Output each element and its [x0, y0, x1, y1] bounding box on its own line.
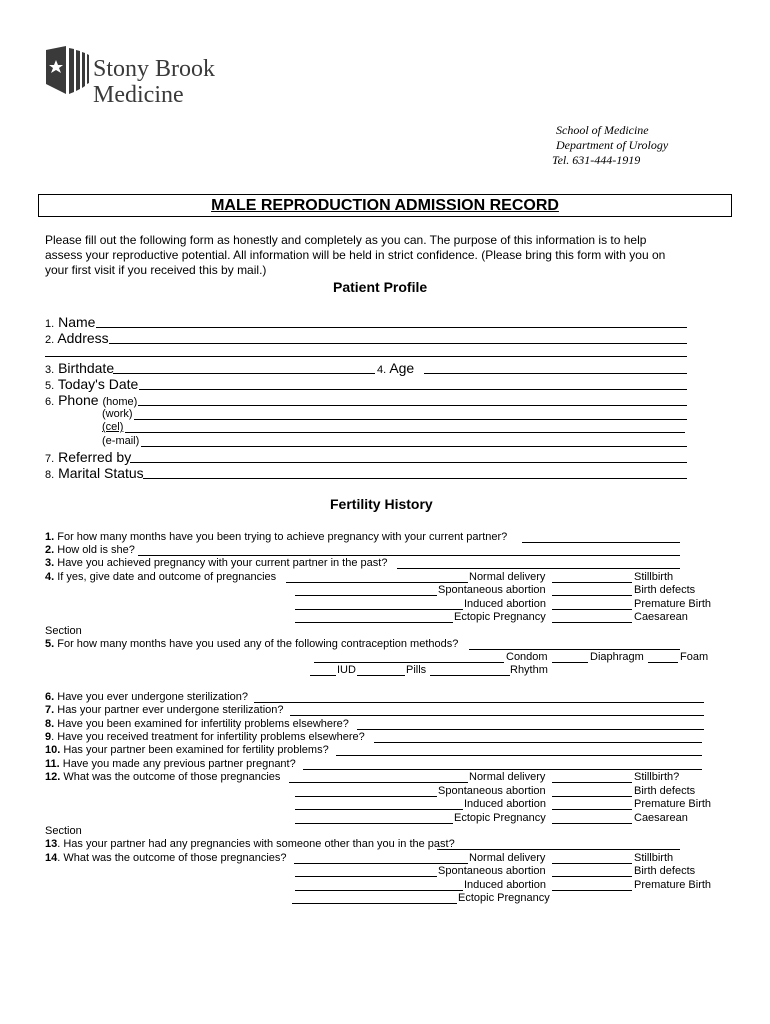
fh-q14-label: 14. What was the outcome of those pregnancies?: [45, 852, 287, 864]
fh-q3-label: 3. Have you achieved pregnancy with your current partner in the past?: [45, 557, 388, 569]
o2-ectopic-label: Ectopic Pregnancy: [454, 812, 546, 824]
o1-induced-field[interactable]: [295, 609, 463, 610]
title-box: [38, 194, 732, 217]
o2-spontaneous-field[interactable]: [295, 796, 437, 797]
fh-q9-field[interactable]: [374, 742, 702, 743]
phone-home-field[interactable]: [138, 405, 687, 406]
fh-q7-label: 7. Has your partner ever undergone sterilization?: [45, 704, 284, 716]
fh-q9-label: 9. Have you received treatment for infertility problems elsewhere?: [45, 731, 365, 743]
rhythm-field[interactable]: [430, 675, 510, 676]
o1-spontaneous-label: Spontaneous abortion: [438, 584, 546, 596]
email-field[interactable]: [141, 446, 687, 447]
o2-birth-defects-field[interactable]: [552, 796, 632, 797]
o1-premature-label: Premature Birth: [634, 598, 712, 610]
iud-label: IUD: [337, 664, 356, 676]
fh-q1-label: 1. For how many months have you been trying to achieve pregnancy with your current partner?: [45, 531, 508, 543]
pp-q5-label: 5. Today's Date: [45, 376, 139, 392]
o3-birth-defects-field[interactable]: [552, 876, 632, 877]
fertility-history-heading: Fertility History: [330, 496, 433, 512]
o2-ectopic-field[interactable]: [295, 823, 453, 824]
diaphragm-label: Diaphragm: [590, 651, 644, 663]
o3-induced-label: Induced abortion: [464, 879, 546, 891]
birthdate-field[interactable]: [113, 373, 375, 374]
o3-stillbirth-label: Stillbirth: [634, 852, 674, 864]
iud-field[interactable]: [310, 675, 336, 676]
fh-q6-label: 6. Have you ever undergone sterilization?: [45, 691, 249, 703]
pills-label: Pills: [406, 664, 427, 676]
o1-stillbirth-label: Stillbirth: [634, 571, 674, 583]
fh-q10-field[interactable]: [336, 755, 702, 756]
o2-stillbirth-label: Stillbirth?: [634, 771, 680, 783]
phone-work-field[interactable]: [134, 419, 687, 420]
o3-induced-field[interactable]: [295, 890, 463, 891]
fh-q6-field[interactable]: [254, 702, 704, 703]
o3-stillbirth-field[interactable]: [552, 863, 632, 864]
foam-label: Foam: [680, 651, 709, 663]
o1-ectopic-field[interactable]: [295, 622, 453, 623]
o3-premature-field[interactable]: [552, 890, 632, 891]
o3-spontaneous-field[interactable]: [295, 876, 437, 877]
rhythm-label: Rhythm: [510, 664, 548, 676]
o1-induced-label: Induced abortion: [464, 598, 546, 610]
fh-q8-label: 8. Have you been examined for infertility problems elsewhere?: [45, 718, 349, 730]
foam-field[interactable]: [648, 662, 678, 663]
phone-cel-field[interactable]: [125, 432, 685, 433]
o2-induced-label: Induced abortion: [464, 798, 546, 810]
o1-normal-field[interactable]: [286, 582, 468, 583]
o2-birth-defects-label: Birth defects: [634, 785, 696, 797]
pills-field[interactable]: [357, 675, 405, 676]
intro-line2: assess your reproductive potential. All information will be held in strict confidence. (Please bring this form with you on: [45, 248, 666, 262]
pp-q6-label: 6. Phone (home): [45, 392, 138, 408]
phone-cel-label: (cel): [102, 421, 124, 433]
fh-q2-label: 2. How old is she?: [45, 544, 135, 556]
o2-stillbirth-field[interactable]: [552, 782, 632, 783]
department-name: Department of Urology: [556, 138, 669, 152]
address-field-line2[interactable]: [45, 356, 687, 357]
o2-premature-field[interactable]: [552, 809, 632, 810]
o1-caesarean-label: Caesarean: [634, 611, 688, 623]
diaphragm-field[interactable]: [552, 662, 588, 663]
fh-q12-label: 12. What was the outcome of those pregnancies: [45, 771, 281, 783]
fh-q5-field[interactable]: [469, 649, 680, 650]
o1-birth-defects-field[interactable]: [552, 595, 632, 596]
fh-q1-field[interactable]: [522, 542, 680, 543]
o2-normal-field[interactable]: [289, 782, 468, 783]
intro-line1: Please fill out the following form as honestly and completely as you can. The purpose of this information is to help: [45, 233, 647, 247]
address-field[interactable]: [109, 343, 687, 344]
patient-profile-heading: Patient Profile: [333, 279, 428, 295]
o3-ectopic-label: Ectopic Pregnancy: [458, 892, 550, 904]
fh-q2-field[interactable]: [138, 555, 680, 556]
o1-birth-defects-label: Birth defects: [634, 584, 696, 596]
pp-q3-label: 3. Birthdate: [45, 360, 115, 376]
o1-stillbirth-field[interactable]: [552, 582, 632, 583]
o2-caesarean-label: Caesarean: [634, 812, 688, 824]
o2-normal-label: Normal delivery: [469, 771, 546, 783]
o3-birth-defects-label: Birth defects: [634, 865, 696, 877]
o1-premature-field[interactable]: [552, 609, 632, 610]
pp-q1-label: 1. Name: [45, 314, 96, 330]
intro-line3: your first visit if you received this by mail.): [45, 263, 267, 277]
todays-date-field[interactable]: [139, 389, 687, 390]
section-label-a: Section: [45, 625, 82, 637]
o1-spontaneous-field[interactable]: [295, 595, 437, 596]
o2-spontaneous-label: Spontaneous abortion: [438, 785, 546, 797]
brand-name-line1: Stony Brook: [93, 56, 216, 82]
stony-brook-logo-icon: [44, 46, 90, 96]
email-label: (e-mail): [102, 435, 140, 447]
o1-caesarean-field[interactable]: [552, 622, 632, 623]
fh-q5-label: 5. For how many months have you used any of the following contraception methods?: [45, 638, 459, 650]
o3-premature-label: Premature Birth: [634, 879, 712, 891]
name-field[interactable]: [96, 327, 687, 328]
telephone: Tel. 631-444-1919: [552, 153, 641, 167]
fh-q8-field[interactable]: [357, 729, 704, 730]
fh-q13-field[interactable]: [437, 849, 680, 850]
fh-q4-label: 4. If yes, give date and outcome of pregnancies: [45, 571, 277, 583]
fh-q3-field[interactable]: [397, 568, 680, 569]
condom-label: Condom: [506, 651, 548, 663]
o3-ectopic-field[interactable]: [292, 903, 457, 904]
page-title: MALE REPRODUCTION ADMISSION RECORD: [211, 197, 559, 214]
referred-by-field[interactable]: [130, 462, 687, 463]
condom-field[interactable]: [314, 662, 504, 663]
o2-induced-field[interactable]: [295, 809, 463, 810]
pp-q2-label: 2. Address: [45, 330, 109, 346]
school-name: School of Medicine: [556, 123, 649, 137]
pp-q8-label: 8. Marital Status: [45, 465, 144, 481]
fh-q7-field[interactable]: [290, 715, 704, 716]
section-label-b: Section: [45, 825, 82, 837]
o1-normal-label: Normal delivery: [469, 571, 546, 583]
fh-q11-label: 11. Have you made any previous partner pregnant?: [45, 758, 296, 770]
pp-q7-label: 7. Referred by: [45, 449, 132, 465]
age-field[interactable]: [424, 373, 687, 374]
o2-premature-label: Premature Birth: [634, 798, 712, 810]
o3-normal-field[interactable]: [294, 863, 468, 864]
fh-q11-field[interactable]: [303, 769, 702, 770]
phone-work-label: (work): [102, 408, 133, 420]
o2-caesarean-field[interactable]: [552, 823, 632, 824]
pp-q4-label: 4. Age: [377, 360, 415, 376]
o1-ectopic-label: Ectopic Pregnancy: [454, 611, 546, 623]
fh-q10-label: 10. Has your partner been examined for fertility problems?: [45, 744, 329, 756]
fh-q13-label: 13. Has your partner had any pregnancies with someone other than you in the past?: [45, 838, 455, 850]
marital-status-field[interactable]: [143, 478, 687, 479]
brand-name-line2: Medicine: [93, 82, 184, 108]
o3-spontaneous-label: Spontaneous abortion: [438, 865, 546, 877]
o3-normal-label: Normal delivery: [469, 852, 546, 864]
